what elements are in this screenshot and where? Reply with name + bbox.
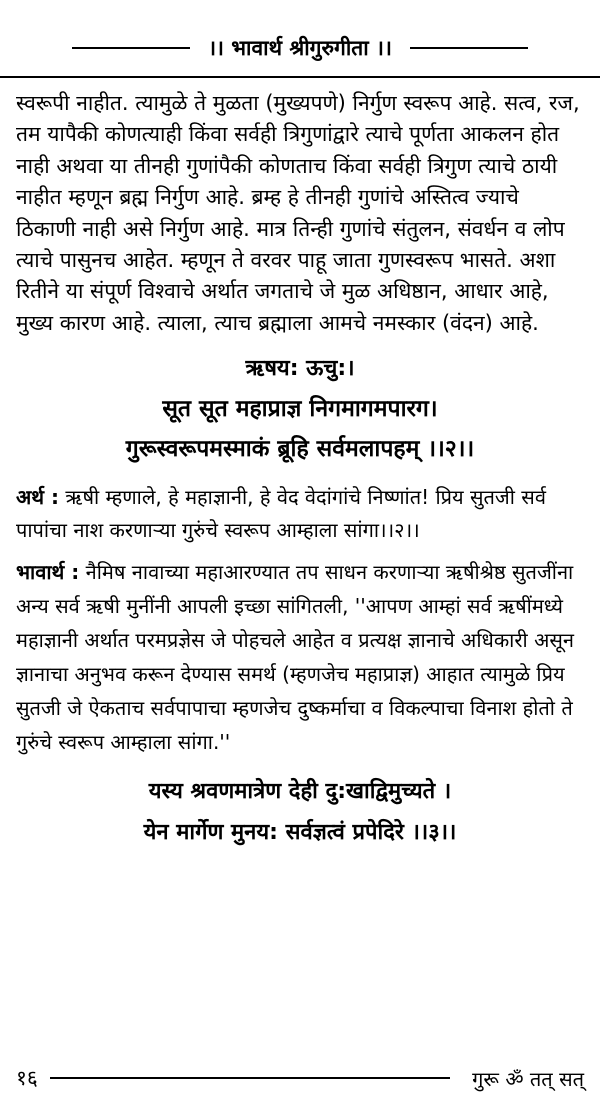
header-title: ।। भावार्थ श्रीगुरुगीता ।। [208, 36, 392, 60]
meaning-label: अर्थ : [16, 485, 60, 510]
meaning-paragraph [16, 481, 584, 547]
explanation-paragraph [16, 555, 584, 759]
page-body [16, 88, 584, 853]
meaning-text: ऋषी म्हणाले, हे महाज्ञानी, हे वेद वेदांगांचे निष्णांत! प्रिय सुतजी सर्व पापांचा नाश करणाऱ्या गुरुंचे स्वरूप आम्हाला सांगा।।२।। [16, 485, 546, 543]
verse-3-line-2: येन मार्गेण मुनय: सर्वज्ञत्वं प्रपेदिरे ।।३।। [143, 820, 457, 846]
verse-2 [16, 349, 584, 469]
page-number: १६ [16, 1066, 38, 1090]
verse-2-speaker: ऋषय: ऊचु:। [245, 356, 355, 382]
verse-2-line-2: गुरूस्वरूपमस्माकं ब्रूहि सर्वमलापहम् ।।२।। [125, 436, 475, 463]
running-footer [16, 1058, 584, 1098]
verse-3-line-1: यस्य श्रवणमात्रेण देही दु:खाद्विमुच्यते । [148, 779, 452, 805]
header-rule-right [410, 47, 528, 49]
explanation-text: नैमिष नावाच्या महाआरण्यात तप साधन करणाऱ्या ऋषीश्रेष्ठ सुतजींना अन्य सर्व ऋषी मुनींनी आपली इच्छा सांगितली, ''आपण आम्हां सर्व ऋषींमध्ये महाज्ञानी अर्थात परमप्रज्ञेस जे पोहचले आहेत व प्रत्यक्ष ज्ञानाचे अधिकारी असून ज्ञानाचा अनुभव करून देण्यास समर्थ (म्हणजेच महाप्राज्ञ) आहात त्यामुळे प्रिय सुतजी जे ऐकताच सर्वपापाचा म्हणजेच दुष्कर्माचा व विकल्पाचा विनाश होतो ते गुरुंचे स्वरूप आम्हाला सांगा.'' [16, 560, 574, 755]
footer-rule [50, 1077, 450, 1079]
header-underline [0, 76, 600, 78]
explanation-label: भावार्थ : [16, 560, 80, 585]
header-rule-left [72, 47, 190, 49]
footer-motto: गुरू ॐ तत् सत् [472, 1066, 584, 1091]
running-header [0, 28, 600, 68]
verse-3 [16, 771, 584, 853]
verse-2-line-1: सूत सूत महाप्राज्ञ निगमागमपारग। [162, 396, 438, 423]
intro-paragraph: स्वरूपी नाहीत. त्यामुळे ते मुळता (मुख्यपणे) निर्गुण स्वरूप आहे. सत्व, रज, तम यापैकी कोणत्याही किंवा सर्वही त्रिगुणांद्वारे त्याचे पूर्णता आकलन होत नाही अथवा या तीनही गुणांपैकी कोणताच किंवा सर्वही त्रिगुण त्याचे ठायी नाहीत म्हणून ब्रह्म निर्गुण आहे. ब्रम्ह हे तीनही गुणांचे अस्तित्व ज्याचे ठिकाणी नाही असे निर्गुण आहे. मात्र तिन्ही गुणांचे संतुलन, संवर्धन व लोप त्याचे पासुनच आहेत. म्हणून ते वरवर पाहू जाता गुणस्वरूप भासते. अशा रितीने या संपूर्ण विश्वाचे अर्थात जगताचे जे मुळ अधिष्ठान, आधार आहे, मुख्य कारण आहे. त्याला, त्याच ब्रह्माला आमचे नमस्कार (वंदन) आहे. [16, 91, 580, 335]
